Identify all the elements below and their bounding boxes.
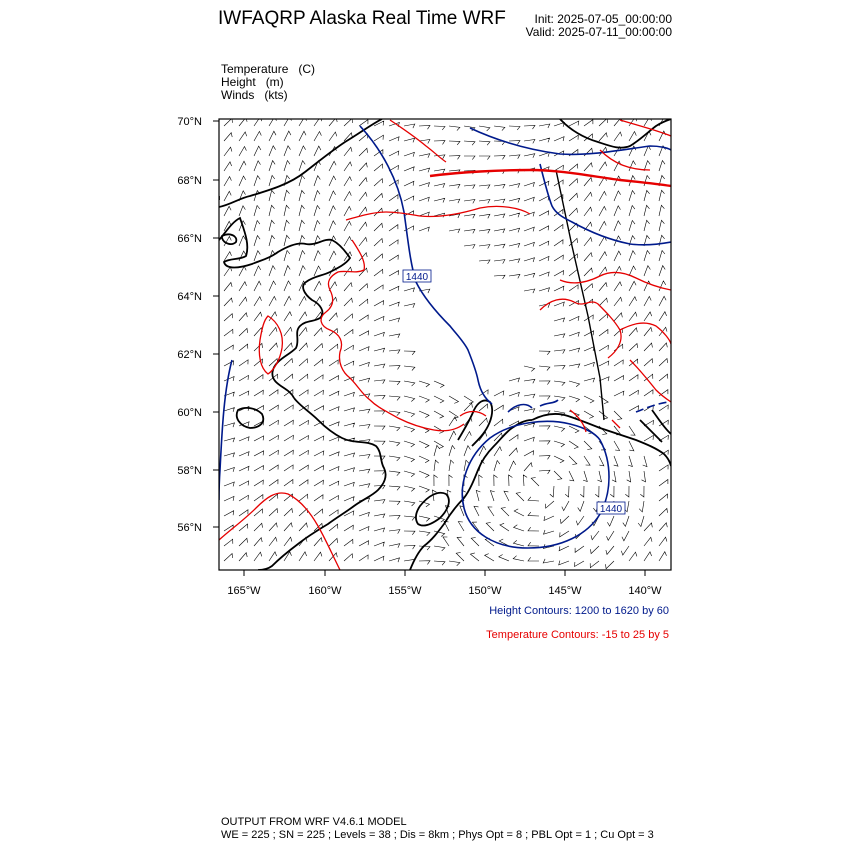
coastline-cook-inlet [458, 400, 492, 446]
wind-barbs [224, 117, 668, 569]
lon-label-160w: 160°W [308, 585, 342, 597]
model-footer [221, 816, 654, 842]
height-contour-low [462, 421, 609, 548]
lat-label-68n: 68°N [177, 175, 202, 187]
lon-label-140w: 140°W [628, 585, 662, 597]
lon-label-145w: 145°W [548, 585, 582, 597]
winds-unit-label: Winds (kts) [221, 88, 288, 102]
coastline-southeast [640, 410, 671, 442]
height-contour-ne [540, 164, 671, 245]
island-stlawrence [219, 196, 236, 244]
coastline-bristol [258, 398, 386, 570]
coastline-northeast [560, 119, 671, 148]
height-unit-label: Height (m) [221, 75, 284, 89]
lat-label-60n: 60°N [177, 407, 202, 419]
lat-label-66n: 66°N [177, 233, 202, 245]
island-kodiak [416, 493, 449, 526]
temp-contour-interior-north [346, 206, 530, 220]
valid-time: Valid: 2025-07-11_00:00:00 [525, 25, 672, 39]
lon-label-155w: 155°W [388, 585, 422, 597]
wind-barb-field [224, 117, 668, 569]
height-contour-north [360, 126, 492, 404]
temperature-contours-info: Temperature Contours: -15 to 25 by 5 [486, 629, 669, 641]
lat-label-64n: 64°N [177, 291, 202, 303]
temperature-unit-label: Temperature (C) [221, 62, 316, 76]
lat-label-58n: 58°N [177, 465, 202, 477]
svg-text:1440: 1440 [405, 272, 429, 283]
coastline-arctic [219, 119, 382, 207]
chart-title: IWFAQRP Alaska Real Time WRF [218, 8, 506, 29]
lon-label-165w: 165°W [227, 585, 261, 597]
height-contours [219, 126, 671, 548]
svg-text:1440: 1440 [599, 504, 623, 515]
lon-label-150w: 150°W [468, 585, 502, 597]
temp-contour-ne [600, 120, 671, 170]
lat-label-56n: 56°N [177, 522, 202, 534]
init-time: Init: 2025-07-05_00:00:00 [534, 12, 672, 26]
height-contour-west [219, 360, 232, 500]
height-contours-info: Height Contours: 1200 to 1620 by 60 [489, 605, 669, 617]
temp-contour-yk [259, 316, 282, 374]
model-config: WE = 225 ; SN = 225 ; Levels = 38 ; Dis = 8km ; Phys Opt = 8 ; PBL Opt = 1 ; Cu Opt = 3 [221, 829, 654, 841]
lat-label-62n: 62°N [177, 349, 202, 361]
height-contour-label-south [597, 502, 625, 515]
height-contour-label-north [403, 270, 431, 283]
lat-label-70n: 70°N [177, 116, 202, 128]
height-contour-coastal [508, 400, 558, 412]
temp-contour-arctic [430, 170, 671, 186]
temp-contour-east-interior-2 [560, 272, 671, 402]
axis-ticks [213, 121, 645, 576]
model-version: OUTPUT FROM WRF V4.6.1 MODEL [221, 816, 407, 828]
